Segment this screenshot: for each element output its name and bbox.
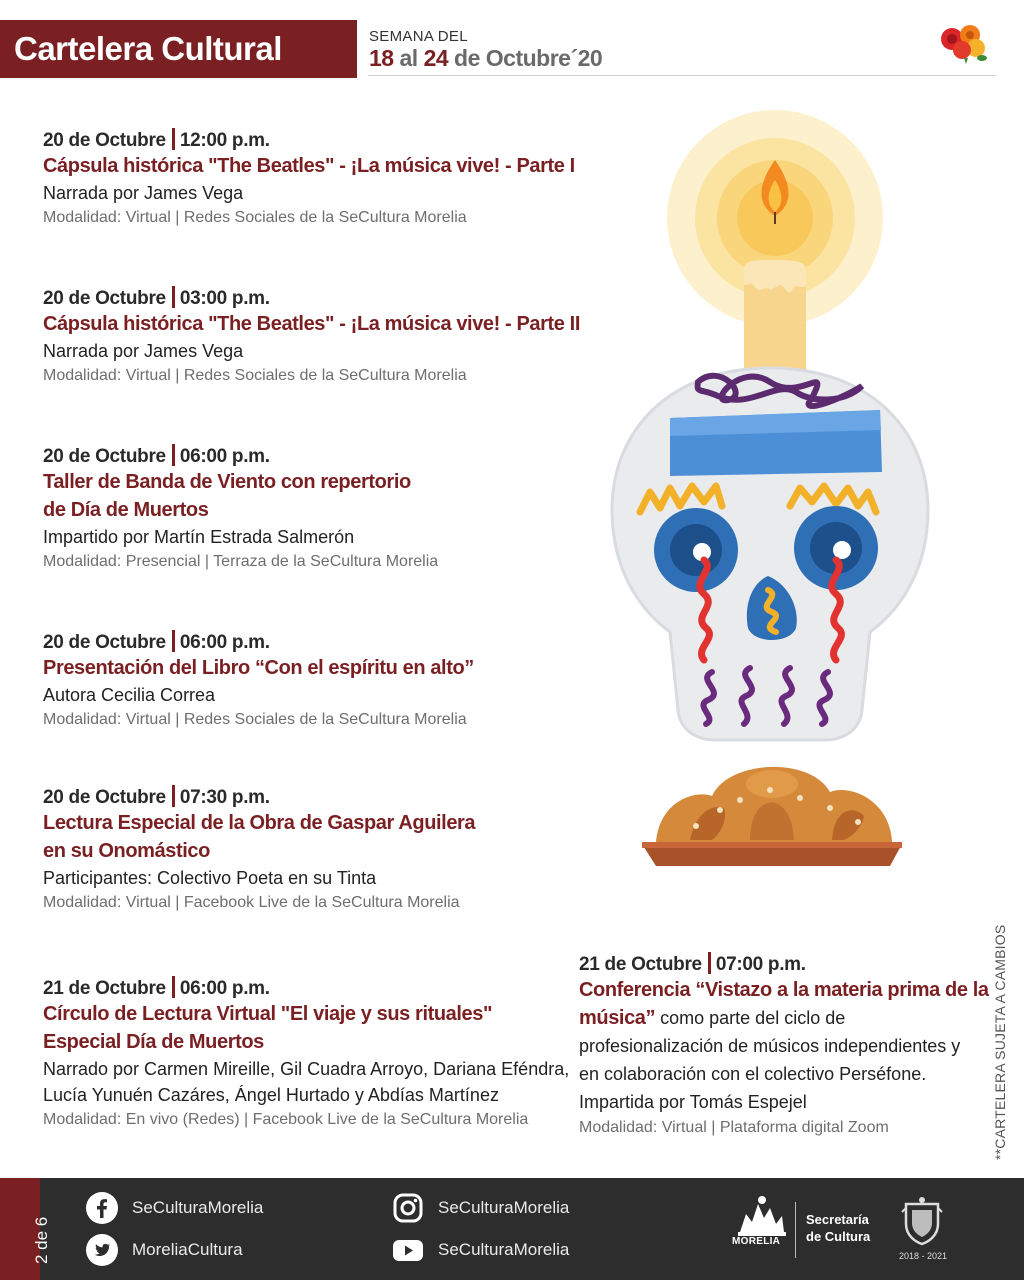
event-item <box>43 630 583 732</box>
date-separator <box>172 630 175 652</box>
candle-icon <box>744 260 806 378</box>
flower-logo-icon <box>938 22 990 64</box>
event-title: Taller de Banda de Viento con repertorio <box>43 471 411 493</box>
event-host: Narrado por Carmen Mireille, Gil Cuadra Arroyo, Dariana Eféndra, <box>43 1059 570 1079</box>
event-mode: Modalidad: Presencial | Terraza de la SeCultura Morelia <box>43 553 439 570</box>
secretaria-logo <box>806 1211 870 1245</box>
week-dates <box>369 45 602 72</box>
event-title-line-2: Especial Día de Muertos <box>43 1031 264 1053</box>
event-host: Participantes: Colectivo Poeta en su Tinta <box>43 868 377 888</box>
event-title: Presentación del Libro “Con el espíritu en alto” <box>43 657 474 679</box>
event-title: Círculo de Lectura Virtual "El viaje y sus rituales" <box>43 1003 493 1025</box>
page-indicator <box>0 1178 51 1280</box>
event-host: Narrada por James Vega <box>43 183 244 203</box>
event-date: 20 de Octubre <box>43 632 166 653</box>
event-date: 20 de Octubre <box>43 787 166 808</box>
event-time: 06:00 p.m. <box>179 632 270 653</box>
page-title: Cartelera Cultural <box>0 20 357 78</box>
event-title: Cápsula histórica "The Beatles" - ¡La música vive! - Parte I <box>43 155 575 177</box>
event-host: Narrada por James Vega <box>43 341 244 361</box>
date-separator <box>172 128 175 150</box>
event-description-line: profesionalización de músicos independientes y <box>579 1036 961 1056</box>
event-time: 07:30 p.m. <box>179 787 270 808</box>
week-label: SEMANA DEL <box>369 28 468 45</box>
event-time: 06:00 p.m. <box>179 978 270 999</box>
event-description: como parte del ciclo de <box>655 1008 846 1028</box>
event-item <box>579 952 989 1140</box>
header-divider <box>368 75 996 76</box>
twitter-handle: MoreliaCultura <box>132 1240 243 1259</box>
event-date: 21 de Octubre <box>579 954 702 975</box>
event-time: 07:00 p.m. <box>715 954 806 975</box>
week-rest: de Octubre´20 <box>454 45 603 71</box>
date-separator <box>172 444 175 466</box>
date-separator <box>172 976 175 998</box>
event-date: 21 de Octubre <box>43 978 166 999</box>
sugar-skull-icon <box>612 368 928 740</box>
event-mode: Modalidad: Virtual | Redes Sociales de la SeCultura Morelia <box>43 367 467 384</box>
city-seal-icon <box>898 1196 946 1246</box>
pan-de-muerto-icon <box>642 767 902 866</box>
facebook-link[interactable] <box>86 1192 263 1224</box>
morelia-wordmark: MORELIA <box>732 1236 781 1247</box>
date-separator <box>172 785 175 807</box>
date-separator <box>708 952 711 974</box>
instagram-icon <box>392 1192 424 1224</box>
event-host: Impartida por Tomás Espejel <box>579 1092 807 1112</box>
event-title: Cápsula histórica "The Beatles" - ¡La música vive! - Parte II <box>43 313 580 335</box>
facebook-icon <box>86 1192 118 1224</box>
youtube-handle: SeCulturaMorelia <box>438 1240 570 1259</box>
morelia-emblem-icon <box>730 1192 794 1262</box>
event-mode: Modalidad: En vivo (Redes) | Facebook Live de la SeCultura Morelia <box>43 1111 529 1128</box>
instagram-link[interactable] <box>392 1192 569 1224</box>
week-al: al <box>399 45 418 71</box>
administration-years: 2018 - 2021 <box>899 1251 948 1261</box>
brand-divider <box>795 1202 796 1258</box>
event-title-line-2: de Día de Muertos <box>43 499 209 521</box>
event-mode: Modalidad: Virtual | Facebook Live de la SeCultura Morelia <box>43 894 460 911</box>
event-host: Impartido por Martín Estrada Salmerón <box>43 527 355 547</box>
secretaria-line-1: Secretaría <box>806 1212 869 1227</box>
event-host: Autora Cecilia Correa <box>43 685 216 705</box>
week-from: 18 <box>369 45 394 71</box>
event-title-line-2: en su Onomástico <box>43 840 210 862</box>
event-title-line-2: música” <box>579 1007 656 1029</box>
event-date: 20 de Octubre <box>43 130 166 151</box>
youtube-link[interactable] <box>392 1234 569 1266</box>
event-title: Conferencia “Vistazo a la materia prima de la <box>579 979 989 1001</box>
instagram-handle: SeCulturaMorelia <box>438 1198 570 1217</box>
event-time: 06:00 p.m. <box>179 446 270 467</box>
candle-skull-illustration <box>600 100 940 880</box>
event-item <box>43 286 583 388</box>
event-item <box>43 444 583 574</box>
date-separator <box>172 286 175 308</box>
event-item <box>43 128 583 230</box>
twitter-icon <box>86 1234 118 1266</box>
facebook-handle: SeCulturaMorelia <box>132 1198 264 1217</box>
disclaimer: **CARTELERA SUJETA A CAMBIOS <box>992 924 1008 1160</box>
event-date: 20 de Octubre <box>43 446 166 467</box>
event-mode: Modalidad: Virtual | Redes Sociales de la SeCultura Morelia <box>43 209 467 226</box>
event-item <box>43 976 583 1132</box>
youtube-icon <box>392 1234 424 1266</box>
page-number: 2 de 6 <box>32 1216 51 1264</box>
event-item <box>43 785 583 915</box>
secretaria-line-2: de Cultura <box>806 1229 871 1244</box>
event-description-line: en colaboración con el colectivo Perséfone. <box>579 1064 927 1084</box>
event-host-line-2: Lucía Yunuén Cazáres, Ángel Hurtado y Abdías Martínez <box>43 1085 499 1105</box>
event-title: Lectura Especial de la Obra de Gaspar Aguilera <box>43 812 476 834</box>
event-time: 12:00 p.m. <box>179 130 270 151</box>
event-mode: Modalidad: Virtual | Redes Sociales de la SeCultura Morelia <box>43 711 467 728</box>
footer <box>0 1178 1024 1280</box>
event-mode: Modalidad: Virtual | Plataforma digital Zoom <box>579 1119 889 1136</box>
event-time: 03:00 p.m. <box>179 288 270 309</box>
event-date: 20 de Octubre <box>43 288 166 309</box>
twitter-link[interactable] <box>86 1234 243 1266</box>
week-to: 24 <box>423 45 449 71</box>
